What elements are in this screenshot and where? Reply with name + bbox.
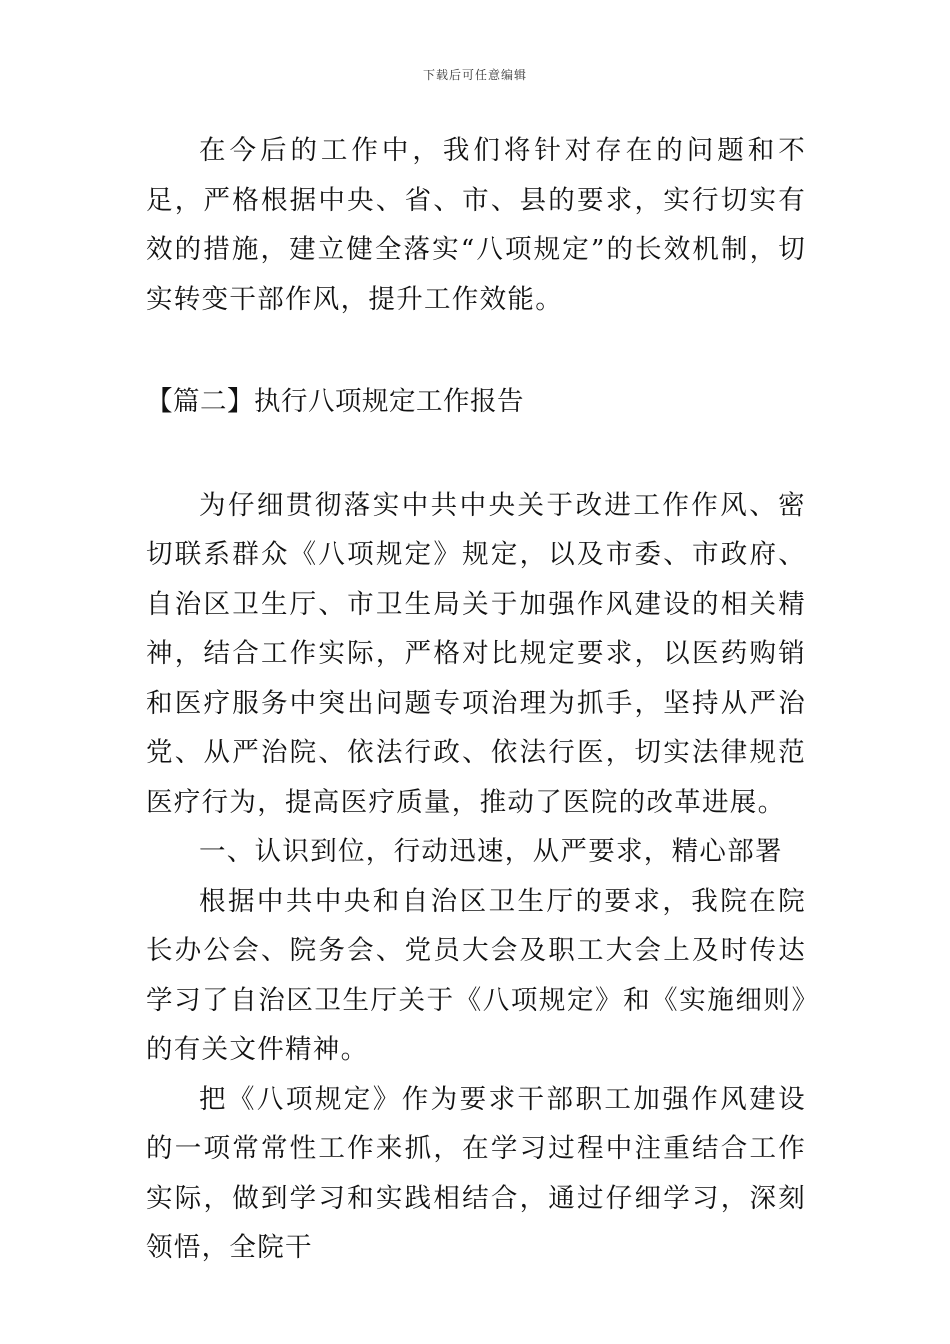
paragraph-study-meetings: 根据中共中央和自治区卫生厅的要求，我院在院长办公会、院务会、党员大会及职工大会上及时传达学习了自治区卫生厅关于《八项规定》和《实施细则》的有关文件精神。 — [146, 885, 806, 1065]
paragraph-closing-remarks: 在今后的工作中，我们将针对存在的问题和不足，严格根据中央、省、市、县的要求，实行切实有效的措施，建立健全落实“八项规定”的长效机制，切实转变干部作风，提升工作效能。 — [146, 135, 806, 315]
paragraph-regular-work: 把《八项规定》作为要求干部职工加强作风建设的一项常常性工作来抓，在学习过程中注重结合工作实际，做到学习和实践相结合，通过仔细学习，深刻领悟，全院干 — [146, 1083, 806, 1263]
paragraph-heading-one: 一、认识到位，行动迅速，从严要求，精心部署 — [199, 836, 783, 867]
paragraph-introduction: 为仔细贯彻落实中共中央关于改进工作作风、密切联系群众《八项规定》规定，以及市委、市政府、自治区卫生厅、市卫生局关于加强作风建设的相关精神，结合工作实际，严格对比规定要求，以医药购销和医疗服务中突出问题专项治理为抓手，坚持从严治党、从严治院、依法行政、依法行医，切实法律规范医疗行为，提高医疗质量，推动了医院的改革进展。 — [146, 489, 806, 818]
page-header-note: 下载后可任意编辑 — [422, 68, 527, 82]
section-title: 【篇二】执行八项规定工作报告 — [146, 386, 524, 417]
document-body — [146, 126, 806, 1273]
spacer — [146, 324, 806, 377]
spacer — [146, 427, 806, 481]
